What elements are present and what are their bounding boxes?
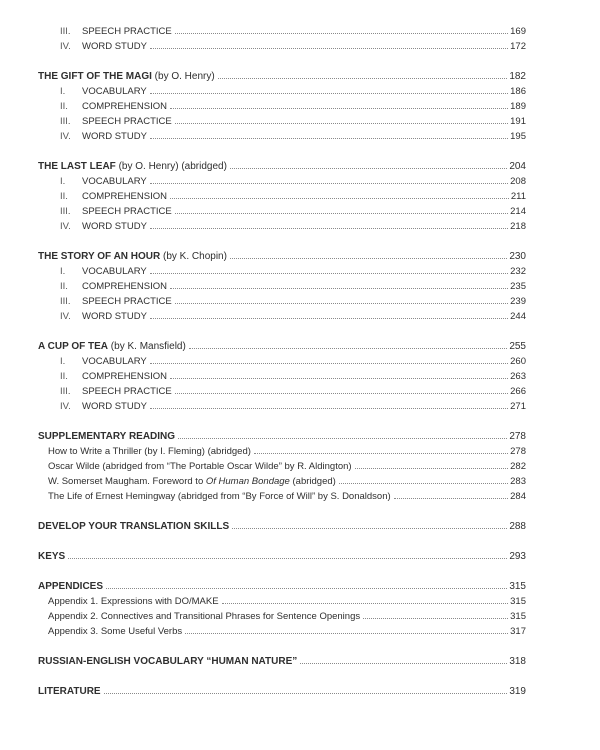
dot-leader [150,355,508,364]
toc-entry-word-study[interactable] [38,39,526,54]
page-number: 263 [510,371,526,382]
dot-leader [170,370,508,379]
entry-label: Oscar Wilde (abridged from “The Portable Oscar Wilde” by R. Aldington) [48,461,352,472]
chapter-title: DEVELOP YOUR TRANSLATION SKILLS [38,521,230,532]
section-numeral: III. [60,296,71,307]
section-numeral: I. [60,356,66,367]
section-numeral: III. [60,386,71,397]
toc-entry[interactable] [38,174,526,189]
dot-leader [68,550,507,559]
toc-entry-appendix-2[interactable] [38,609,526,624]
section-numeral: II. [60,101,68,112]
dot-leader [150,400,508,409]
entry-label: VOCABULARY [82,176,147,187]
entry-label: Appendix 3. Some Useful Verbs [48,626,183,637]
toc-entry[interactable] [38,399,526,414]
entry-label: COMPREHENSION [82,191,167,202]
toc-chapter-last-leaf[interactable] [38,159,526,174]
dot-leader [363,610,508,619]
dot-leader [150,265,508,274]
dot-leader [170,280,508,289]
dot-leader [150,85,508,94]
page-number: 235 [510,281,526,292]
entry-label: SPEECH PRACTICE [82,26,172,37]
page-number: 315 [509,581,526,592]
toc-entry[interactable] [38,189,526,204]
dot-leader [355,460,509,469]
toc-entry[interactable] [38,369,526,384]
section-numeral: IV. [60,401,71,412]
page-number: 244 [510,311,526,322]
toc-chapter-gift-of-the-magi[interactable] [38,69,526,84]
page-number: 282 [510,461,526,472]
toc-entry[interactable] [38,204,526,219]
toc-chapter-translation-skills[interactable] [38,519,526,534]
dot-leader [254,445,508,454]
page-number: 271 [510,401,526,412]
entry-label: VOCABULARY [82,86,147,97]
book-title: Of Human Bondage [205,476,290,487]
toc-chapter-vocabulary[interactable] [38,654,526,669]
entry-label: COMPREHENSION [82,101,167,112]
table-of-contents [38,24,526,699]
toc-chapter-supplementary-reading[interactable] [38,429,526,444]
dot-leader [150,130,508,139]
toc-entry-appendix-3[interactable] [38,624,526,639]
dot-leader [106,580,507,589]
chapter-author: (by O. Henry) [154,71,215,82]
toc-entry-thriller[interactable] [38,444,526,459]
dot-leader [394,490,508,499]
section-numeral: II. [60,191,68,202]
toc-entry[interactable] [38,294,526,309]
toc-entry-hemingway[interactable] [38,489,526,504]
page-number: 255 [509,341,526,352]
dot-leader [170,100,508,109]
toc-chapter-cup-of-tea[interactable] [38,339,526,354]
section-numeral: III. [60,26,71,37]
section-numeral: III. [60,116,71,127]
page-number: 186 [510,86,526,97]
section-numeral: I. [60,176,66,187]
dot-leader [150,310,508,319]
page-number: 182 [509,71,526,82]
page-number: 191 [510,116,526,127]
chapter-title: THE LAST LEAF [38,161,116,172]
chapter-title: THE GIFT OF THE MAGI [38,71,152,82]
entry-label: WORD STUDY [82,401,147,412]
page-number: 169 [510,26,526,37]
dot-leader [175,25,508,34]
toc-entry[interactable] [38,219,526,234]
dot-leader [175,115,508,124]
chapter-title: A CUP OF TEA [38,341,109,352]
toc-chapter-keys[interactable] [38,549,526,564]
chapter-title: KEYS [38,551,66,562]
entry-label: VOCABULARY [82,356,147,367]
chapter-title: THE STORY OF AN HOUR [38,251,161,262]
toc-entry-oscar-wilde[interactable] [38,459,526,474]
section-numeral: II. [60,281,68,292]
chapter-title: LITERATURE [38,686,101,697]
dot-leader [170,190,509,199]
page-number: 230 [509,251,526,262]
entry-label: The Life of Ernest Hemingway (abridged from “By Force of Will” by S. Donaldson) [48,491,391,502]
toc-entry[interactable] [38,99,526,114]
entry-label: WORD STUDY [82,221,147,232]
section-numeral: I. [60,86,66,97]
entry-label: WORD STUDY [82,41,147,52]
page-number: 284 [510,491,526,502]
dot-leader [150,220,508,229]
dot-leader [232,520,507,529]
entry-label: COMPREHENSION [82,281,167,292]
section-numeral: III. [60,206,71,217]
entry-label: VOCABULARY [82,266,147,277]
page-number: 208 [510,176,526,187]
page-number: 218 [510,221,526,232]
entry-label: SPEECH PRACTICE [82,296,172,307]
toc-entry[interactable] [38,279,526,294]
page-number: 239 [510,296,526,307]
entry-label: Appendix 2. Connectives and Transitional Phrases for Sentence Openings [48,611,361,622]
dot-leader [150,175,508,184]
toc-chapter-literature[interactable] [38,684,526,699]
dot-leader [218,70,508,79]
page-number: 293 [509,551,526,562]
dot-leader [189,340,507,349]
dot-leader [230,250,507,259]
toc-chapter-appendices[interactable] [38,579,526,594]
chapter-author: (by O. Henry) (abridged) [118,161,227,172]
chapter-title: RUSSIAN-ENGLISH VOCABULARY “HUMAN NATURE” [38,656,298,667]
dot-leader [150,40,508,49]
toc-entry-appendix-1[interactable] [38,594,526,609]
section-numeral: I. [60,266,66,277]
section-numeral: II. [60,371,68,382]
dot-leader [300,655,507,664]
entry-label: SPEECH PRACTICE [82,116,172,127]
page-number: 172 [510,41,526,52]
entry-label-pre: W. Somerset Maugham. Foreword to [48,476,206,487]
entry-label: WORD STUDY [82,131,147,142]
section-numeral: IV. [60,311,71,322]
entry-label: WORD STUDY [82,311,147,322]
toc-chapter-story-of-an-hour[interactable] [38,249,526,264]
toc-entry[interactable] [38,129,526,144]
page-number: 195 [510,131,526,142]
page-number: 266 [510,386,526,397]
chapter-author: (by K. Chopin) [163,251,227,262]
page-number: 317 [510,626,526,637]
page-number: 315 [510,596,526,607]
page-number: 189 [510,101,526,112]
dot-leader [175,385,508,394]
toc-entry[interactable] [38,384,526,399]
entry-label: SPEECH PRACTICE [82,206,172,217]
entry-label: How to Write a Thriller (by I. Fleming) (abridged) [48,446,251,457]
entry-label-post: (abridged) [289,476,336,487]
dot-leader [175,205,508,214]
page-number: 319 [509,686,526,697]
toc-entry[interactable] [38,114,526,129]
chapter-author: (by K. Mansfield) [110,341,186,352]
entry-label [48,474,336,489]
page-number: 214 [510,206,526,217]
page-number: 211 [510,191,526,202]
toc-entry[interactable] [38,264,526,279]
dot-leader [104,685,508,694]
dot-leader [185,625,508,634]
entry-label: SPEECH PRACTICE [82,386,172,397]
page-number: 278 [509,431,526,442]
toc-entry-maugham[interactable] [38,474,526,489]
section-numeral: IV. [60,221,71,232]
page-number: 288 [509,521,526,532]
page-number: 260 [510,356,526,367]
dot-leader [230,160,507,169]
page-number: 283 [510,476,526,487]
chapter-title: APPENDICES [38,581,104,592]
dot-leader [222,595,509,604]
section-numeral: IV. [60,131,71,142]
page-number: 278 [510,446,526,457]
page-number: 315 [510,611,526,622]
entry-label: COMPREHENSION [82,371,167,382]
toc-entry[interactable] [38,84,526,99]
toc-entry[interactable] [38,309,526,324]
dot-leader [339,475,508,484]
dot-leader [175,295,508,304]
section-numeral: IV. [60,41,71,52]
toc-entry-speech-practice[interactable] [38,24,526,39]
page-number: 232 [510,266,526,277]
page-number: 204 [509,161,526,172]
page-number: 318 [509,656,526,667]
dot-leader [178,430,507,439]
entry-label: Appendix 1. Expressions with DO/MAKE [48,596,219,607]
toc-entry[interactable] [38,354,526,369]
chapter-title: SUPPLEMENTARY READING [38,431,176,442]
